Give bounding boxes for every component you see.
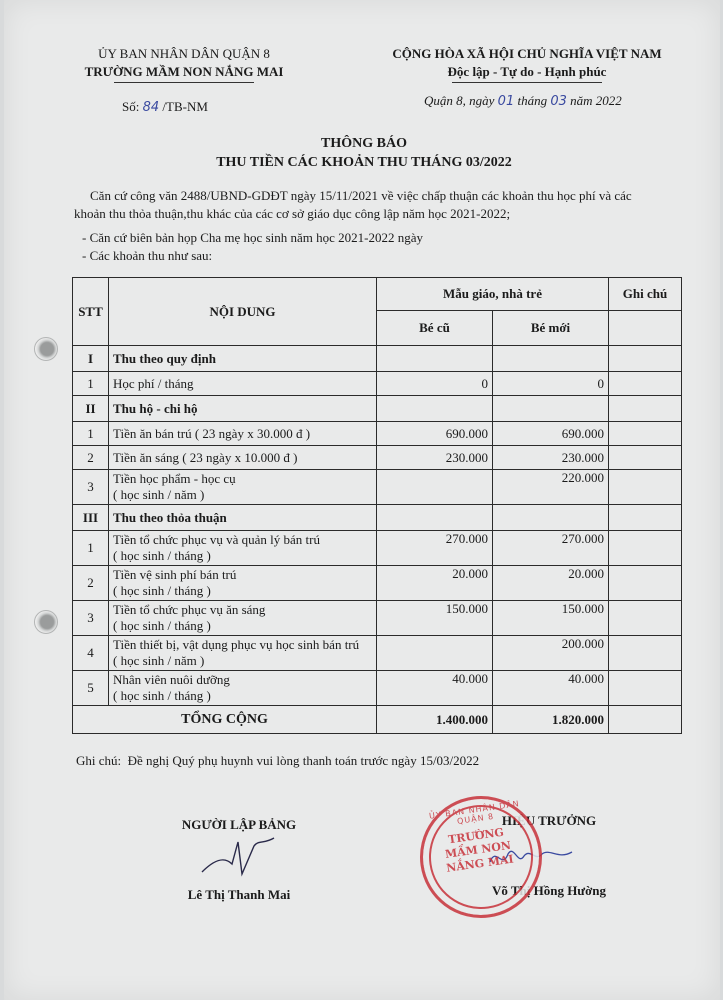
cell-new: 220.000	[493, 470, 609, 505]
cell-new	[493, 505, 609, 531]
cell-note	[609, 505, 682, 531]
footer-note	[76, 753, 479, 769]
principal-title: HIỆU TRƯỞNG	[501, 813, 597, 828]
cell-old	[377, 636, 493, 671]
table-row	[73, 470, 682, 505]
fee-rows	[73, 346, 682, 706]
cell-note	[609, 531, 682, 566]
header-divider	[114, 82, 254, 83]
table-row	[73, 601, 682, 636]
cell-old: 40.000	[377, 671, 493, 706]
table-row	[73, 446, 682, 470]
total-note	[609, 706, 682, 734]
col-header-note: Ghi chú	[609, 278, 682, 311]
col-header-note-blank	[609, 311, 682, 346]
cell-stt: 3	[73, 601, 109, 636]
cell-old: 150.000	[377, 601, 493, 636]
cell-stt: 1	[73, 422, 109, 446]
school-seal-stamp	[412, 788, 550, 926]
cell-old: 0	[377, 372, 493, 396]
col-header-new: Bé mới	[493, 311, 609, 346]
table-row	[73, 372, 682, 396]
cell-content-unit: ( học sinh / tháng )	[113, 688, 211, 703]
col-header-old: Bé cũ	[377, 311, 493, 346]
cell-content	[109, 446, 377, 470]
col-header-group: Mẫu giáo, nhà trẻ	[377, 278, 609, 311]
cell-note	[609, 566, 682, 601]
table-row	[73, 422, 682, 446]
intro-paragraph-line-2: khoản thu thỏa thuận,thu khác của các cơ sở giáo dục công lập năm học 2021-2022;	[74, 206, 511, 221]
cell-content-main: Tiền tổ chức phục vụ ăn sáng	[113, 602, 266, 617]
total-new: 1.820.000	[493, 706, 609, 734]
cell-new	[493, 396, 609, 422]
col-header-content: NỘI DUNG	[109, 278, 377, 346]
cell-note	[609, 346, 682, 372]
table-row	[73, 671, 682, 706]
intro-text	[74, 187, 694, 265]
cell-new: 40.000	[493, 671, 609, 706]
document-number: Số: 84 /TB-NM	[122, 99, 208, 115]
cell-stt: 3	[73, 470, 109, 505]
cell-stt: III	[73, 505, 109, 531]
cell-content	[109, 566, 377, 601]
cell-stt: 2	[73, 566, 109, 601]
cell-new: 20.000	[493, 566, 609, 601]
cell-stt: 5	[73, 671, 109, 706]
preparer-title: NGƯỜI LẬP BẢNG	[181, 817, 297, 832]
date-day-handwritten: 01	[497, 94, 515, 109]
intro-bullet-2: - Các khoản thu như sau:	[82, 248, 213, 263]
issue-date: Quận 8, ngày 01 tháng 03 năm 2022	[424, 93, 622, 109]
fee-table	[72, 277, 682, 734]
table-row	[73, 531, 682, 566]
cell-content	[109, 422, 377, 446]
cell-note	[609, 372, 682, 396]
cell-content-main: Tiền vệ sinh phí bán trú	[113, 567, 237, 582]
section-row	[73, 396, 682, 422]
cell-content	[109, 505, 377, 531]
total-row	[73, 706, 682, 734]
cell-content-unit: ( học sinh / năm )	[113, 653, 205, 668]
stamp-inner-text: TRƯỜNG MẦM NON NẮNG MAI	[444, 825, 515, 875]
section-row	[73, 505, 682, 531]
col-header-stt: STT	[73, 278, 109, 346]
cell-content-main: Thu hộ - chi hộ	[113, 400, 198, 416]
cell-content-main: Thu theo quy định	[113, 350, 216, 366]
cell-old	[377, 346, 493, 372]
title-line-2: THU TIỀN CÁC KHOẢN THU THÁNG 03/2022	[216, 155, 512, 170]
cell-old	[377, 505, 493, 531]
document-page	[4, 0, 720, 1000]
cell-new	[493, 346, 609, 372]
cell-stt: I	[73, 346, 109, 372]
title-line-1: THÔNG BÁO	[321, 136, 407, 151]
cell-new: 0	[493, 372, 609, 396]
cell-note	[609, 396, 682, 422]
intro-paragraph-line-1: Căn cứ công văn 2488/UBND-GDĐT ngày 15/11/2021 về việc chấp thuận các khoản thu học phí và các	[90, 188, 632, 203]
cell-note	[609, 422, 682, 446]
cell-content	[109, 671, 377, 706]
cell-content	[109, 396, 377, 422]
cell-content	[109, 372, 377, 396]
cell-content	[109, 346, 377, 372]
total-label: TỔNG CỘNG	[73, 706, 377, 734]
cell-old: 270.000	[377, 531, 493, 566]
cell-content	[109, 531, 377, 566]
cell-stt: 1	[73, 372, 109, 396]
cell-content-main: Học phí / tháng	[113, 375, 194, 391]
cell-content	[109, 636, 377, 671]
document-number-handwritten: 84	[142, 100, 160, 115]
cell-new: 270.000	[493, 531, 609, 566]
preparer-name: Lê Thị Thanh Mai	[187, 887, 291, 902]
principal-name: Võ Thị Hồng Hường	[491, 883, 607, 898]
cell-content-main: Tiền ăn sáng ( 23 ngày x 10.000 đ )	[113, 449, 298, 465]
cell-note	[609, 601, 682, 636]
nation-name: CỘNG HÒA XÃ HỘI CHỦ NGHĨA VIỆT NAM	[392, 46, 662, 61]
motto-underline	[452, 82, 602, 83]
cell-note	[609, 671, 682, 706]
cell-content-main: Thu theo thỏa thuận	[113, 509, 227, 525]
document-title	[154, 134, 574, 172]
date-month-handwritten: 03	[550, 94, 567, 109]
cell-content-unit: ( học sinh / tháng )	[113, 583, 211, 598]
table-row	[73, 566, 682, 601]
cell-content	[109, 470, 377, 505]
total-old: 1.400.000	[377, 706, 493, 734]
cell-stt: II	[73, 396, 109, 422]
cell-old	[377, 470, 493, 505]
cell-old	[377, 396, 493, 422]
preparer-signature	[194, 832, 284, 880]
note-text: Đề nghị Quý phụ huynh vui lòng thanh toán trước ngày 15/03/2022	[127, 753, 480, 768]
intro-bullet-1: - Căn cứ biên bản họp Cha mẹ học sinh năm học 2021-2022 ngày	[82, 230, 424, 245]
cell-content	[109, 601, 377, 636]
table-header-row	[73, 278, 682, 311]
issuing-authority: ỦY BAN NHÂN DÂN QUẬN 8	[98, 46, 270, 61]
national-motto: Độc lập - Tự do - Hạnh phúc	[447, 64, 607, 79]
cell-old: 690.000	[377, 422, 493, 446]
cell-old: 230.000	[377, 446, 493, 470]
header-left	[64, 45, 304, 83]
punch-hole	[34, 337, 58, 361]
cell-content-main: Tiền học phẩm - học cụ	[113, 471, 236, 486]
cell-content-unit: ( học sinh / tháng )	[113, 548, 211, 563]
section-row	[73, 346, 682, 372]
cell-content-main: Nhân viên nuôi dưỡng	[113, 672, 230, 687]
cell-note	[609, 470, 682, 505]
header-right	[382, 45, 672, 83]
cell-new: 200.000	[493, 636, 609, 671]
cell-stt: 2	[73, 446, 109, 470]
cell-content-main: Tiền tổ chức phục vụ và quản lý bán trú	[113, 532, 320, 547]
cell-content-main: Tiền thiết bị, vật dụng phục vụ học sinh bán trú	[113, 637, 360, 652]
cell-content-unit: ( học sinh / năm )	[113, 487, 205, 502]
cell-stt: 4	[73, 636, 109, 671]
cell-new: 230.000	[493, 446, 609, 470]
table-row	[73, 636, 682, 671]
cell-stt: 1	[73, 531, 109, 566]
cell-content-main: Tiền ăn bán trú ( 23 ngày x 30.000 đ )	[113, 425, 311, 441]
cell-content-unit: ( học sinh / tháng )	[113, 618, 211, 633]
cell-note	[609, 636, 682, 671]
cell-old: 20.000	[377, 566, 493, 601]
stamp-ring-text: ỦY BAN NHÂN DÂN QUẬN 8	[428, 799, 521, 826]
cell-new: 150.000	[493, 601, 609, 636]
punch-hole	[34, 610, 58, 634]
school-name: TRƯỜNG MẦM NON NẮNG MAI	[84, 64, 284, 79]
cell-note	[609, 446, 682, 470]
cell-new: 690.000	[493, 422, 609, 446]
note-label: Ghi chú:	[76, 753, 122, 768]
